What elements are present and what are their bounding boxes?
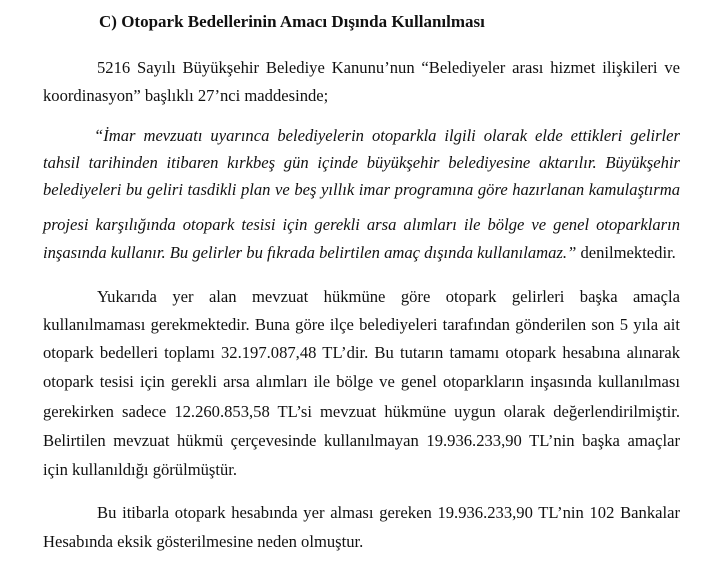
quote-trailing-text: denilmektedir. [576,243,676,262]
quote-line-5: inşasında kullanır. Bu gelirler bu fıkrada belirtilen amaç dışında kullanılamaz.” [43,243,577,262]
paragraph-3-line-1: Bu itibarla otopark hesabında yer alması gereken 19.936.233,90 TL’nin 102 Bankalar [97,503,680,522]
paragraph-2-line-2: kullanılmaması gerekmektedir. Buna göre ilçe belediyeleri tarafından gönderilen son 5 yıla ait [43,315,680,334]
quote-line-4: projesi karşılığında otopark tesisi için gerekli arsa alımları ile bölge ve genel otoparkların [43,215,680,234]
quote-line-1: “İmar mevzuatı uyarınca belediyelerin otoparkla ilgili olarak elde ettikleri gelirler [94,126,680,145]
paragraph-2-line-5: gerekirken sadece 12.260.853,58 TL’si mevzuat hükmüne uygun olarak değerlendirilmiştir. [43,402,680,421]
paragraph-2-line-3: otopark bedelleri toplamı 32.197.087,48 TL’dir. Bu tutarın tamamı otopark hesabına alınarak [43,343,680,362]
paragraph-2-line-1: Yukarıda yer alan mevzuat hükmüne göre otopark gelirleri başka amaçla [97,287,680,306]
paragraph-2-line-7: için kullanıldığı görülmüştür. [43,460,238,479]
paragraph-2-line-6: Belirtilen mevzuat hükmü çerçevesinde kullanılmayan 19.936.233,90 TL’nin başka amaçlar [43,431,680,450]
paragraph-1-line-1: 5216 Sayılı Büyükşehir Belediye Kanunu’nun “Belediyeler arası hizmet ilişkileri ve [97,58,680,77]
paragraph-2-line-4: otopark tesisi için gerekli arsa alımları ile bölge ve genel otoparkların inşasında kullanılması [43,372,680,391]
quote-line-2: tahsil tarihinden itibaren kırkbeş gün içinde büyükşehir belediyesine aktarılır. Büyükşehir [43,153,680,172]
quote-line-3: belediyeleri bu geliri tasdikli plan ve beş yıllık imar programına göre hazırlanan kamulaştırma [43,180,680,199]
paragraph-1-line-2: koordinasyon” başlıklı 27’nci maddesinde; [43,86,329,105]
quote-line-5-wrapper [43,243,676,263]
section-heading: C) Otopark Bedellerinin Amacı Dışında Kullanılması [99,12,485,31]
paragraph-3-line-2: Hesabında eksik gösterilmesine neden olmuştur. [43,532,364,551]
